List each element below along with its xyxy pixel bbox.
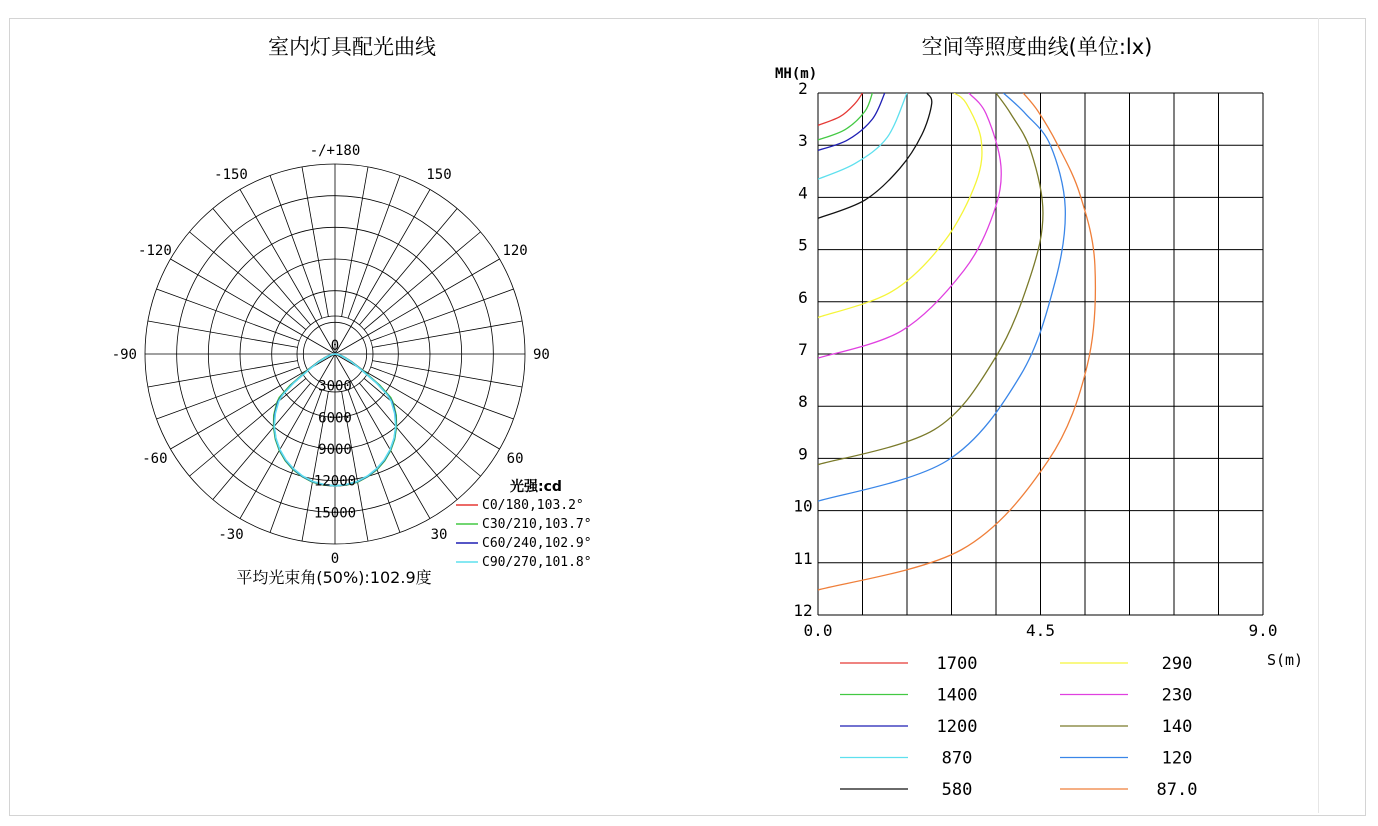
isolux-y-tick-label: 12 <box>793 601 813 620</box>
polar-legend-label: C30/210,103.7° <box>482 517 592 532</box>
isolux-y-tick-label: 2 <box>798 79 808 98</box>
polar-spoke <box>359 383 457 499</box>
polar-radial-label: 3000 <box>318 378 352 395</box>
polar-legend-title: 光强:cd <box>510 479 562 495</box>
polar-radial-label: 6000 <box>318 410 352 427</box>
isolux-legend-label: 290 <box>1161 654 1193 674</box>
isolux-legend-label: 1200 <box>936 717 978 737</box>
polar-spoke <box>213 208 311 324</box>
polar-spoke <box>364 378 480 476</box>
isolux-y-tick-label: 10 <box>793 496 813 516</box>
polar-chart-title: 室内灯具配光曲线 <box>268 35 436 59</box>
polar-angle-label: -90 <box>111 347 137 363</box>
isolux-y-tick-label: 7 <box>798 340 808 359</box>
isolux-y-axis-label: MH(m) <box>775 66 818 82</box>
isolux-y-tick-label: 4 <box>798 183 808 203</box>
isolux-legend-label: 87.0 <box>1156 780 1198 800</box>
polar-footer-beam-angle: 平均光束角(50%):102.9度 <box>236 568 432 587</box>
polar-spoke <box>359 208 457 324</box>
isolux-chart-title: 空间等照度曲线(单位:lx) <box>921 35 1153 59</box>
isolux-legend-label: 870 <box>941 748 973 769</box>
isolux-legend-label: 120 <box>1161 748 1193 769</box>
isolux-y-tick-label: 9 <box>798 444 808 464</box>
polar-radial-label: 9000 <box>318 442 352 458</box>
isolux-x-tick-label: 0.0 <box>803 621 833 640</box>
isolux-legend-label: 580 <box>941 780 973 800</box>
isolux-y-tick-label: 5 <box>798 235 808 255</box>
polar-spoke <box>213 383 311 499</box>
polar-angle-label: -120 <box>138 243 172 259</box>
isolux-x-tick-label: 9.0 <box>1248 621 1278 640</box>
polar-angle-label: 0 <box>330 551 340 567</box>
polar-angle-label: 150 <box>426 166 452 183</box>
polar-radial-label: 0 <box>330 338 340 354</box>
isolux-x-tick-label: 4.5 <box>1026 621 1055 640</box>
polar-spoke <box>364 232 480 330</box>
polar-spoke <box>189 232 305 330</box>
isolux-legend-label: 140 <box>1161 717 1193 737</box>
polar-angle-label: 120 <box>502 243 528 259</box>
polar-legend-label: C60/240,102.9° <box>482 536 592 551</box>
polar-legend-label: C90/270,101.8° <box>482 555 592 570</box>
isolux-legend-label: 1700 <box>936 654 978 674</box>
polar-spoke <box>189 378 305 476</box>
polar-angle-label: 60 <box>506 451 524 467</box>
polar-angle-label: -30 <box>218 527 244 544</box>
polar-angle-label: 30 <box>430 527 448 544</box>
polar-legend <box>456 478 592 570</box>
polar-angle-label: 90 <box>533 347 550 363</box>
frame-divider <box>1318 18 1319 813</box>
isolux-legend-label: 1400 <box>936 685 978 706</box>
isolux-y-tick-label: 8 <box>798 392 808 412</box>
polar-angle-label: -/+180 <box>309 143 361 159</box>
isolux-x-axis-label: S(m) <box>1266 651 1304 669</box>
isolux-legend-label: 230 <box>1161 685 1193 706</box>
isolux-y-tick-label: 6 <box>798 287 808 307</box>
isolux-y-tick-label: 11 <box>793 548 813 568</box>
polar-angle-label: -150 <box>214 166 248 183</box>
polar-legend-label: C0/180,103.2° <box>482 498 584 513</box>
polar-radial-label: 12000 <box>313 473 357 490</box>
polar-angle-label: -60 <box>142 451 168 467</box>
isolux-y-tick-label: 3 <box>798 131 808 151</box>
polar-radial-label: 15000 <box>313 505 357 522</box>
